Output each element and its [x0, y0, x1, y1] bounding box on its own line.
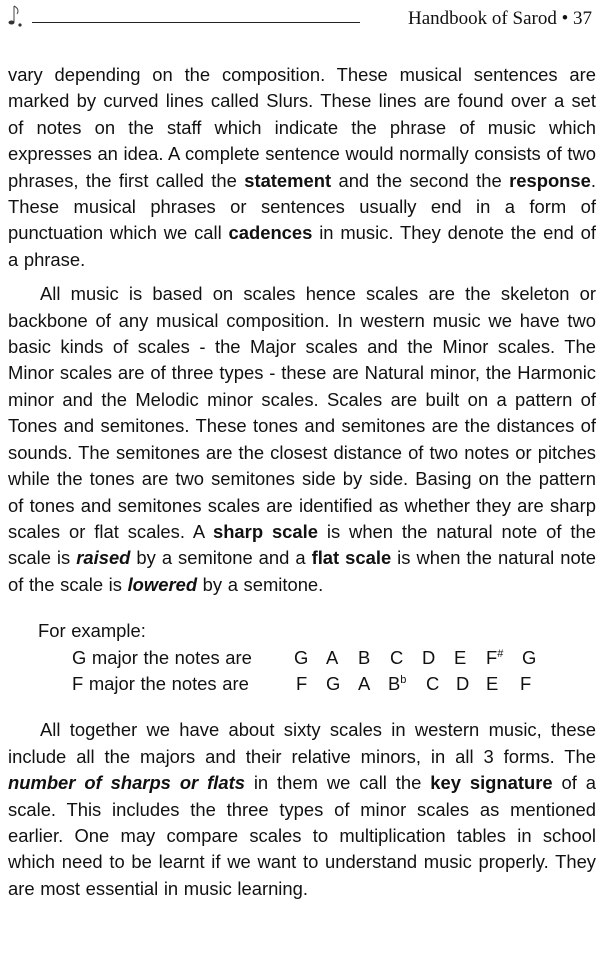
- note: F: [296, 672, 308, 694]
- note: D: [456, 672, 470, 694]
- p2-term-raised: raised: [76, 547, 131, 569]
- p2-text-5: by a semitone.: [197, 573, 324, 595]
- example-row-g-major: [8, 645, 596, 671]
- running-head: Handbook of Sarod • 37: [408, 8, 592, 29]
- p1-text-2: and the second the: [331, 169, 510, 191]
- p1-text-3: . These musical phrases or sentences usually end in a form of punctuation which we call: [8, 169, 596, 244]
- note: C: [390, 646, 404, 668]
- p2-term-lowered: lowered: [127, 573, 198, 595]
- page-header: [0, 0, 600, 40]
- note-b-flat: $B^b$: [388, 672, 407, 694]
- example-row-label: G major the notes are: [72, 646, 252, 668]
- note: C: [426, 672, 440, 694]
- note: B: [358, 646, 371, 668]
- note: G: [326, 672, 341, 694]
- p3-text-3: of a scale. This includes the three types of minor scales as mentioned earlier. One may compare scales to multiplication tables in school which need to be learnt if we want to understand music properly. They are most essential in music learning.: [8, 772, 597, 899]
- sharp-sign: #: [497, 647, 504, 660]
- paragraph-2: [8, 281, 596, 598]
- p1-term-response: response: [509, 169, 591, 191]
- note: D: [422, 646, 436, 668]
- note: G: [294, 646, 309, 668]
- p2-text-2: is when the natural note of the scale is: [8, 520, 596, 569]
- p3-term-number-of-sharps-or-flats: number of sharps or flats: [8, 772, 245, 794]
- p2-term-sharp-scale: sharp scale: [212, 520, 318, 542]
- p3-text-1: All together we have about sixty scales in western music, these include all the majors and their relative minors, in all 3 forms. The: [8, 719, 596, 767]
- p2-term-flat-scale: flat scale: [311, 547, 392, 569]
- note: A: [358, 672, 371, 694]
- paragraph-3: [8, 717, 596, 902]
- p2-text-4: is when the natural note of the scale is: [8, 547, 597, 595]
- note: G: [522, 646, 537, 668]
- p1-term-statement: statement: [244, 169, 332, 191]
- paragraph-1: [8, 62, 596, 273]
- note: E: [454, 646, 467, 668]
- music-note-ornament-icon: [6, 4, 26, 30]
- note: F: [520, 672, 532, 694]
- flat-sign: b: [400, 673, 407, 686]
- p3-text-2: in them we call the: [244, 772, 431, 794]
- p3-term-key-signature: key signature: [430, 772, 553, 794]
- example-row-label: F major the notes are: [72, 672, 249, 694]
- p2-text-1: All music is based on scales hence scales are the skeleton or backbone of any musical composition. In western music we have two basic kinds of scales - the Major scales and the Minor scales. The Minor scales are of three types - these are Natural minor, the Harmonic minor and the Melodic minor scales. Scales are built on a pattern of Tones and semitones. These tones and semitones are the distances of sounds. The semitones are the closest distance of two notes or pitches while the tones are two semitones side by side. Basing on the pattern of tones and semitones scales are identified as whether they are sharp scales or flat scales. A: [8, 283, 596, 542]
- example-lead: For example:: [38, 620, 146, 642]
- note: E: [486, 672, 499, 694]
- p1-term-cadences: cadences: [228, 222, 313, 244]
- example-row-f-major: [8, 671, 596, 697]
- note: A: [326, 646, 339, 668]
- p2-text-3: by a semitone and a: [130, 547, 312, 569]
- header-rule: [32, 22, 360, 23]
- p1-text-4: in music. They denote the end of a phrase.: [8, 222, 596, 270]
- scale-example: [8, 618, 596, 697]
- note-f-sharp: F#: [486, 646, 504, 668]
- page-body: [8, 62, 596, 902]
- p1-text-1: vary depending on the composition. These musical sentences are marked by curved lines called Slurs. These lines are found over a set of notes on the staff which indicate the phrase of music which expresses an idea. A complete sentence would normally consists of two phrases, the first called the: [8, 64, 596, 191]
